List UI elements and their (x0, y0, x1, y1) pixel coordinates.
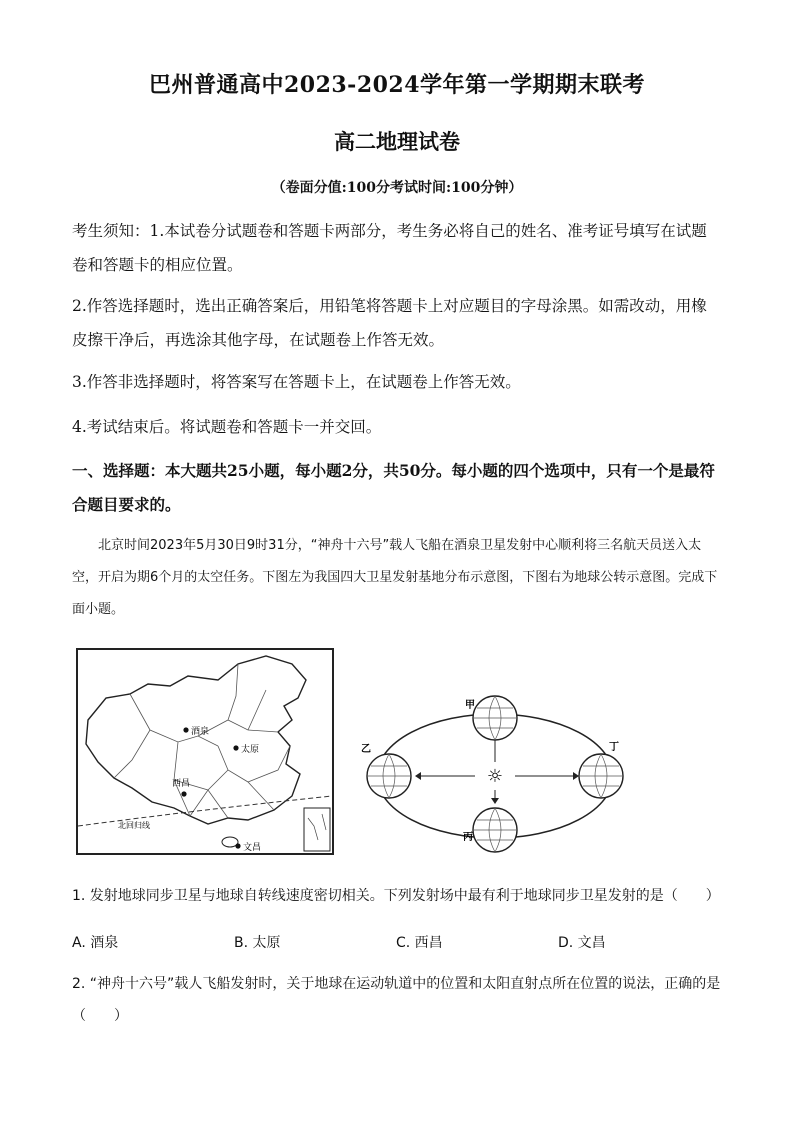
globe-yi (367, 754, 411, 798)
china-launch-site-map (76, 648, 334, 855)
china-outline (86, 656, 306, 824)
question-1-stem: 1. 发射地球同步卫星与地球自转线速度密切相关。下列发射场中最有利于地球同步卫星发射的是（ ） (72, 888, 720, 904)
exam-meta: （卷面分值:100分考试时间:100分钟） (271, 180, 523, 196)
tropic-label: 北回归线 (118, 821, 150, 830)
section-heading: 一、选择题：本大题共25小题，每小题2分，共50分。每小题的四个选项中，只有一个是最符合题目要求的。 (72, 461, 715, 514)
label-ding: 丁 (609, 742, 619, 753)
globe-bing (473, 808, 517, 852)
earth-orbit-diagram (355, 690, 625, 860)
site-wenchang-label: 文昌 (243, 843, 262, 853)
label-jia: 甲 (465, 700, 475, 711)
globe-jia (473, 696, 517, 740)
exam-title: 巴州普通高中2023-2024学年第一学期期末联考 (148, 72, 646, 98)
site-taiyuan-marker (233, 745, 238, 750)
notice-item-4: 4.考试结束后。将试题卷和答题卡一并交回。 (72, 418, 382, 436)
question-1-option-c[interactable]: C. 西昌 (396, 935, 443, 951)
site-xichang-marker (181, 791, 186, 796)
tropic-line (78, 796, 332, 826)
sun-icon: ☼ (486, 766, 504, 787)
question-1-option-d[interactable]: D. 文昌 (558, 935, 606, 951)
exam-subtitle: 高二地理试卷 (334, 129, 460, 154)
orbit-svg (355, 690, 625, 860)
notice-item-2: 2.作答选择题时，选出正确答案后，用铅笔将答题卡上对应题目的字母涂黑。如需改动，用橡皮擦干净后，再选涂其他字母，在试题卷上作答无效。 (72, 297, 707, 349)
province-lines (114, 664, 290, 818)
notice-item-1: 考生须知：1.本试卷分试题卷和答题卡两部分，考生务必将自己的姓名、准考证号填写在试题卷和答题卡的相应位置。 (72, 222, 707, 274)
site-xichang-label: 西昌 (172, 779, 191, 789)
notice-item-3: 3.作答非选择题时，将答案写在答题卡上，在试题卷上作答无效。 (72, 373, 521, 391)
site-wenchang-marker (235, 843, 240, 848)
question-1-option-a[interactable]: A. 酒泉 (72, 935, 119, 951)
china-map-svg (78, 650, 332, 853)
globe-ding (579, 754, 623, 798)
question-2-stem: 2. “神舟十六号”载人飞船发射时，关于地球在运动轨道中的位置和太阳直射点所在位置的说法，正确的是（ ） (72, 976, 721, 1024)
label-bing: 丙 (463, 832, 473, 843)
label-yi: 乙 (361, 744, 371, 755)
site-jiuquan-marker (183, 727, 188, 732)
site-taiyuan-label: 太原 (241, 745, 260, 755)
site-jiuquan-label: 酒泉 (191, 727, 210, 737)
question-intro: 北京时间2023年5月30日9时31分，“神舟十六号”载人飞船在酒泉卫星发射中心顺利将三名航天员送入太空，开启为期6个月的太空任务。下图左为我国四大卫星发射基地分布示意图，下图右为地球公转示意图。完成下面小题。 (72, 538, 718, 617)
question-1-option-b[interactable]: B. 太原 (234, 935, 281, 951)
